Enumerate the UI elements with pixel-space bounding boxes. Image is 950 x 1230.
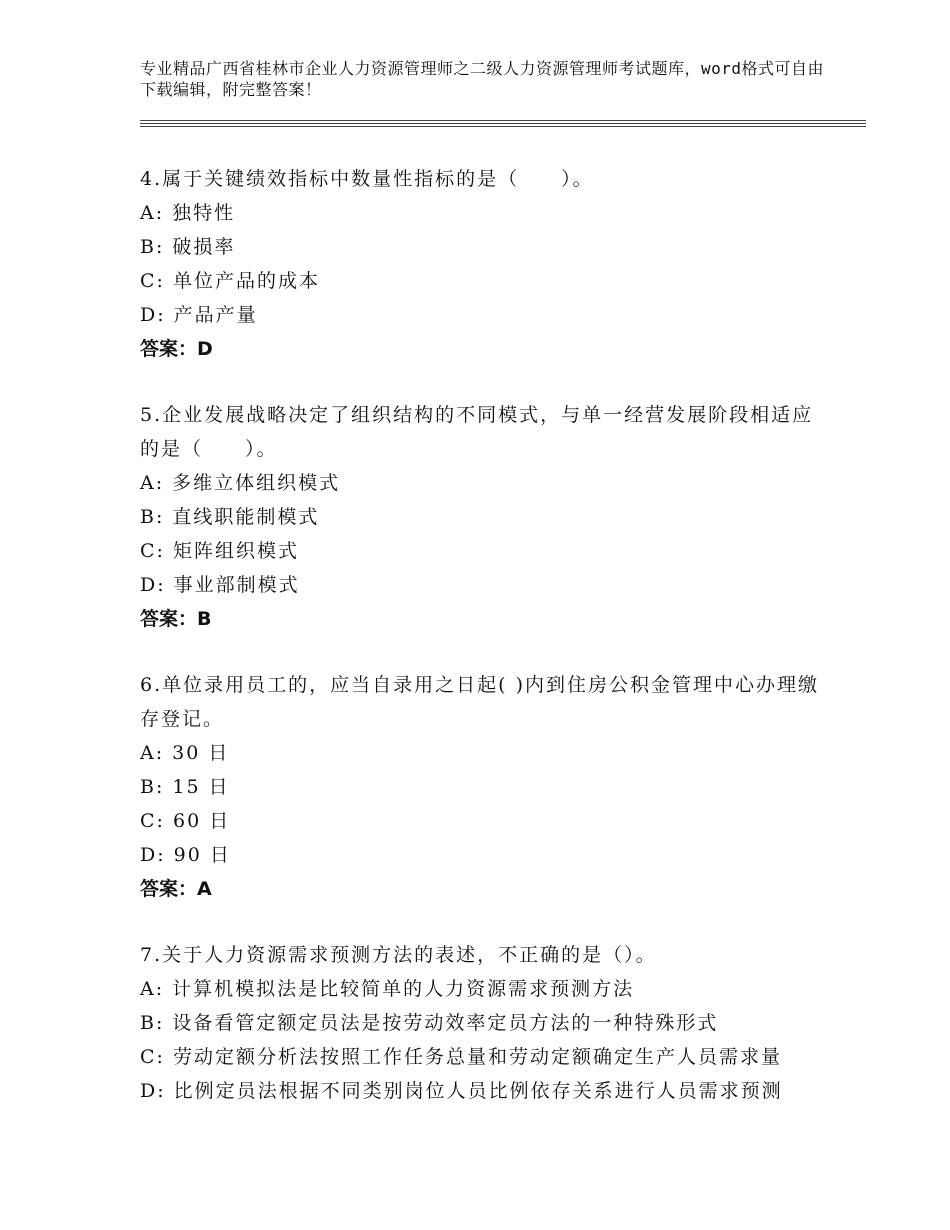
question-stem: 5.企业发展战略决定了组织结构的不同模式，与单一经营发展阶段相适应的是（ ）。 — [140, 404, 814, 460]
question-list — [140, 162, 830, 1140]
option-c: C: 单位产品的成本 — [140, 270, 320, 292]
question-item — [140, 938, 830, 1108]
option-d: D: 比例定员法根据不同类别岗位人员比例依存关系进行人员需求预测 — [140, 1080, 783, 1102]
option-c: C: 劳动定额分析法按照工作任务总量和劳动定额确定生产人员需求量 — [140, 1046, 782, 1068]
answer-label: 答案：A — [140, 878, 212, 900]
question-item — [140, 162, 830, 366]
option-b: B: 直线职能制模式 — [140, 506, 320, 528]
question-item — [140, 668, 830, 906]
option-a: A: 30 日 — [140, 742, 230, 764]
option-d: D: 事业部制模式 — [140, 574, 300, 596]
option-a: A: 独特性 — [140, 202, 236, 224]
option-a: A: 多维立体组织模式 — [140, 472, 341, 494]
question-stem: 4.属于关键绩效指标中数量性指标的是（ ）。 — [140, 168, 594, 190]
question-item — [140, 398, 830, 636]
document-header: 专业精品广西省桂林市企业人力资源管理师之二级人力资源管理师考试题库，word格式可自由下载编辑，附完整答案！ — [140, 59, 825, 99]
header-rule-middle — [140, 123, 866, 124]
option-d: D: 90 日 — [140, 844, 231, 866]
question-stem: 7.关于人力资源需求预测方法的表述，不正确的是（）。 — [140, 944, 657, 966]
header-rule-top — [140, 120, 866, 121]
option-a: A: 计算机模拟法是比较简单的人力资源需求预测方法 — [140, 978, 635, 1000]
option-c: C: 矩阵组织模式 — [140, 540, 299, 562]
option-b: B: 设备看管定额定员法是按劳动效率定员方法的一种特殊形式 — [140, 1012, 719, 1034]
option-b: B: 15 日 — [140, 776, 230, 798]
question-stem: 6.单位录用员工的，应当自录用之日起( )内到住房公积金管理中心办理缴存登记。 — [140, 674, 819, 730]
answer-label: 答案：D — [140, 338, 213, 360]
header-rule-bottom — [140, 126, 866, 127]
option-d: D: 产品产量 — [140, 304, 258, 326]
option-c: C: 60 日 — [140, 810, 231, 832]
answer-label: 答案：B — [140, 608, 212, 630]
option-b: B: 破损率 — [140, 236, 236, 258]
